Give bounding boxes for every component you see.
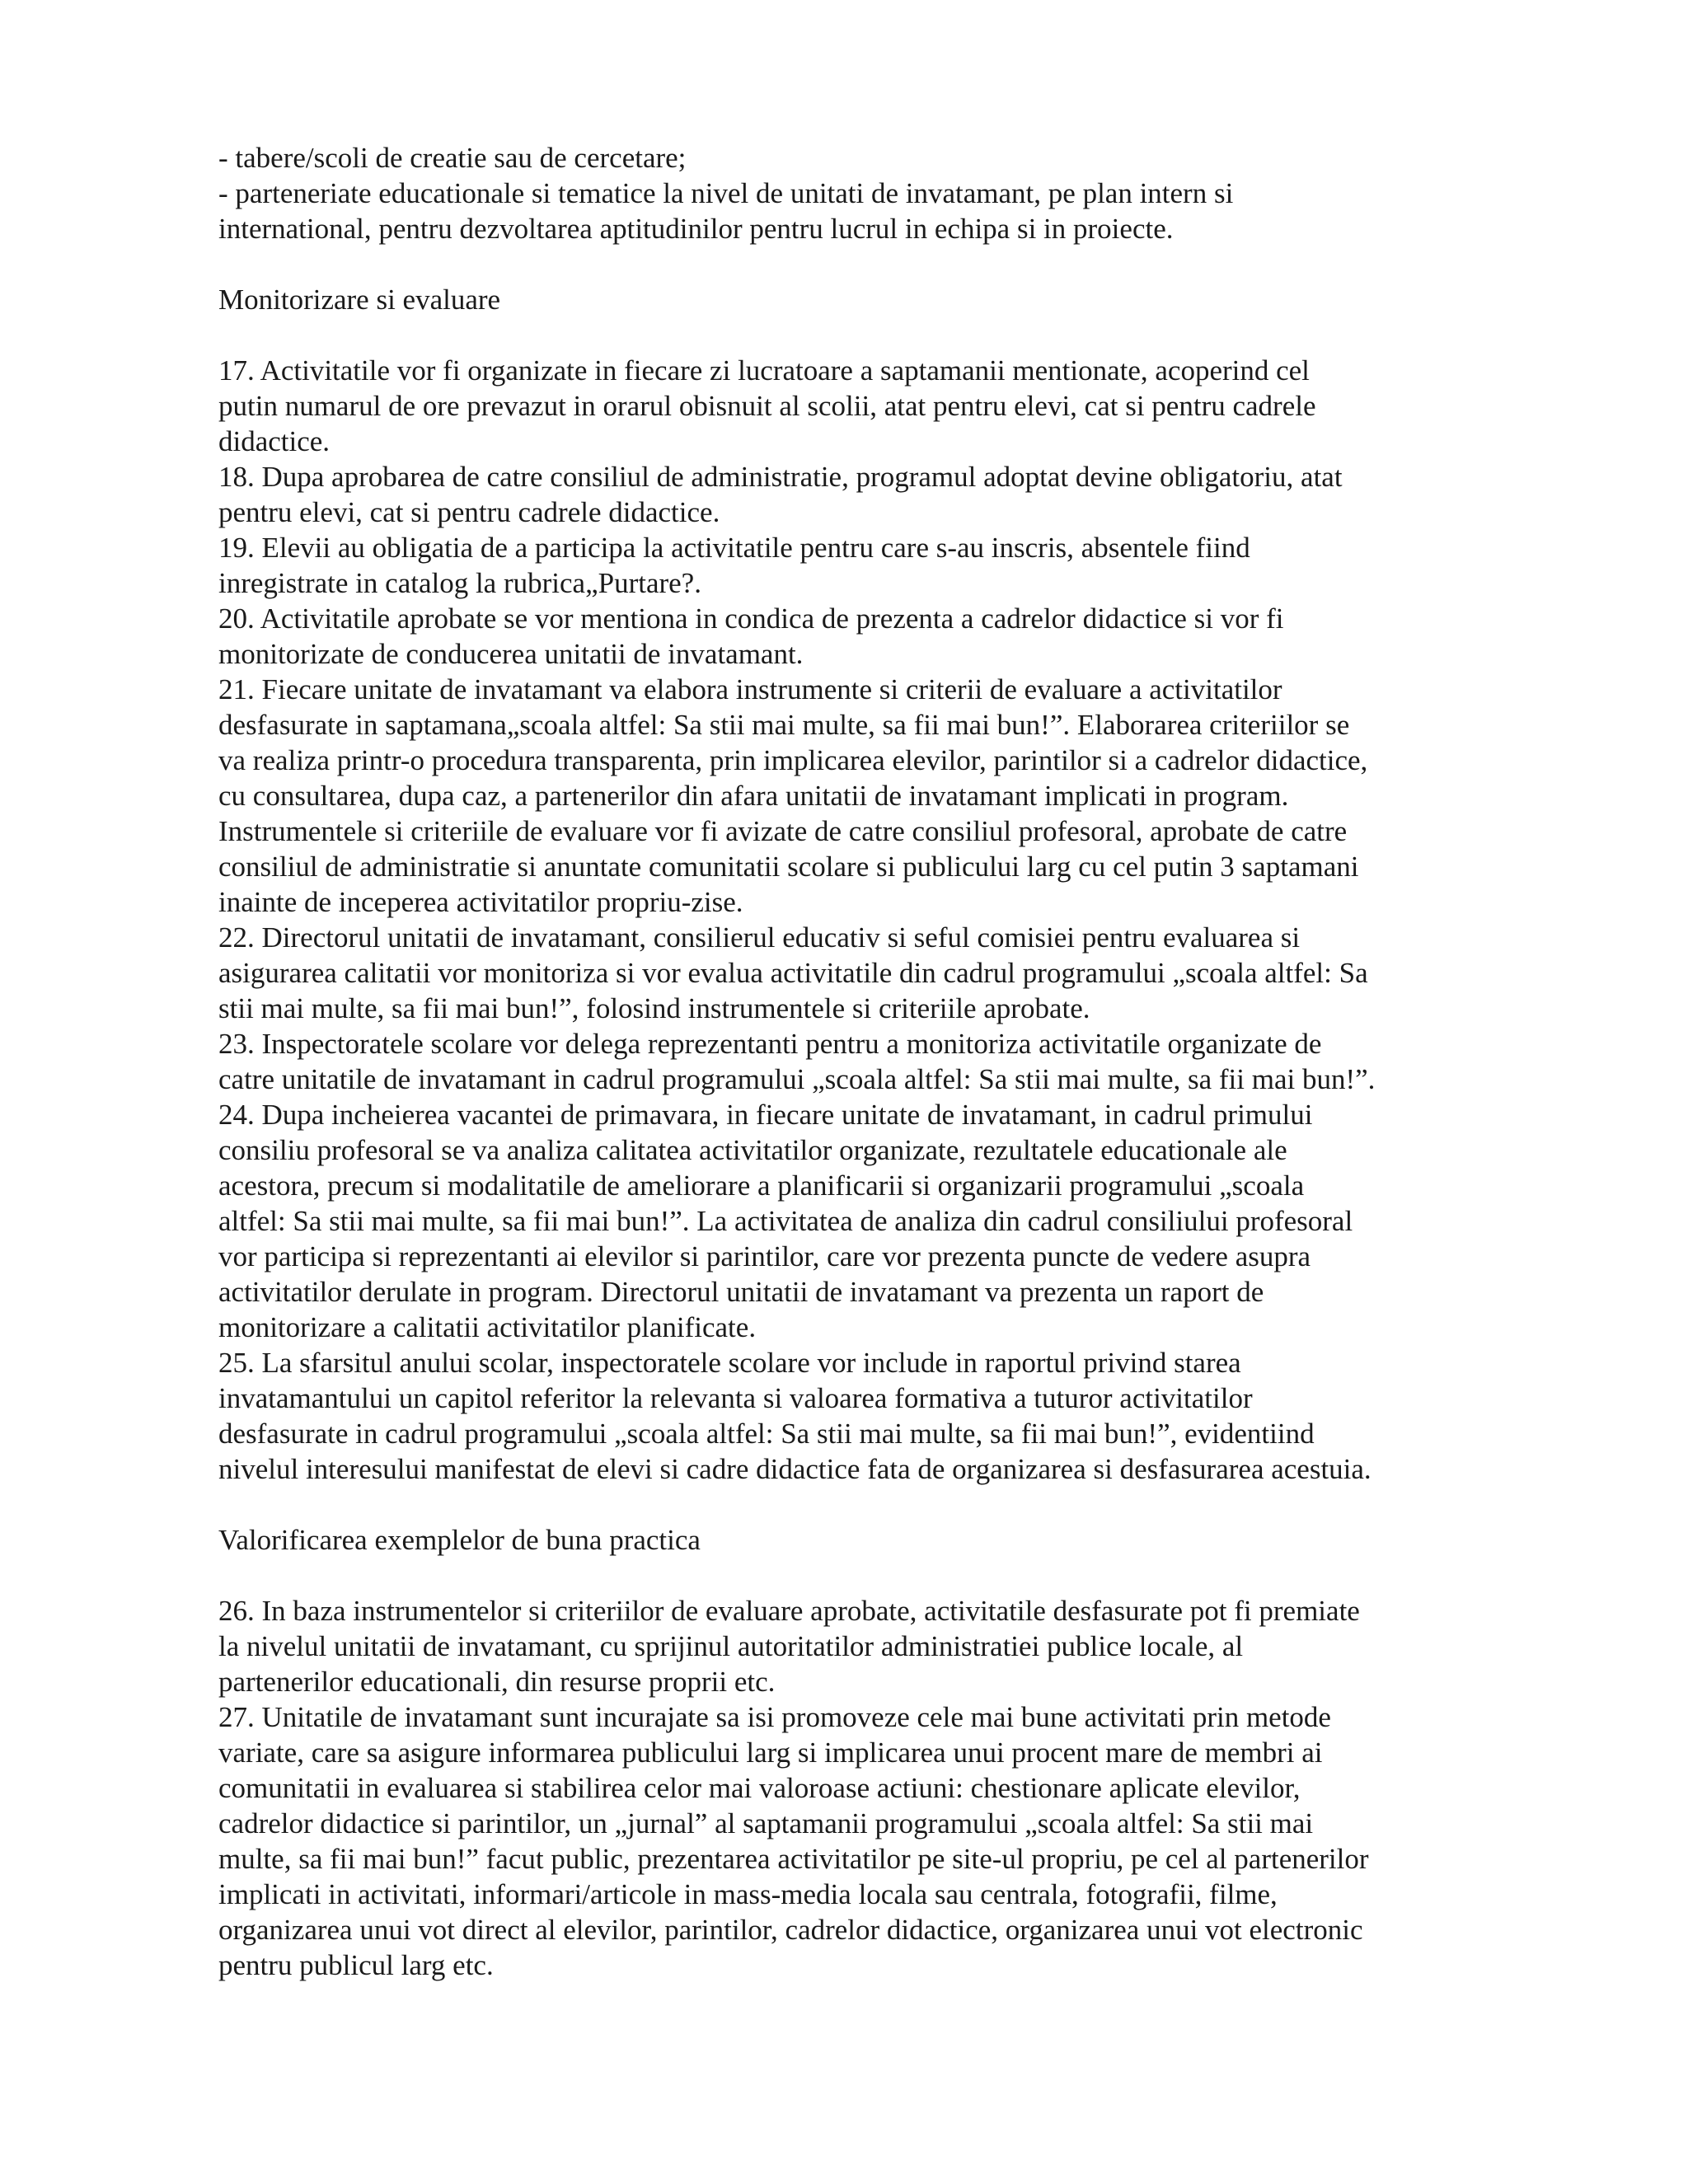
text-line: didactice. [218, 425, 331, 457]
text-line: stii mai multe, sa fii mai bun!”, folosind instrumentele si criteriile aprobate. [218, 992, 1090, 1024]
text-line: va realiza printr-o procedura transparenta, prin implicarea elevilor, parintilor si a cadrelor didactice, [218, 744, 1368, 776]
text-line: multe, sa fii mai bun!” facut public, prezentarea activitatilor pe site-ul propriu, pe cel al partenerilor [218, 1843, 1369, 1875]
text-line: la nivelul unitatii de invatamant, cu sprijinul autoritatilor administratiei publice locale, al [218, 1630, 1244, 1662]
text-line: nivelul interesului manifestat de elevi si cadre didactice fata de organizarea si desfasurarea acestuia. [218, 1453, 1372, 1485]
text-line: pentru publicul larg etc. [218, 1949, 494, 1981]
text-line: 17. Activitatile vor fi organizate in fiecare zi lucratoare a saptamanii mentionate, acoperind cel [218, 354, 1310, 387]
text-line: 20. Activitatile aprobate se vor mentiona in condica de prezenta a cadrelor didactice si vor fi [218, 602, 1284, 635]
text-line: 21. Fiecare unitate de invatamant va elabora instrumente si criterii de evaluare a activitatilor [218, 673, 1282, 705]
text-line: monitorizare a calitatii activitatilor planificate. [218, 1311, 757, 1343]
text-line: cu consultarea, dupa caz, a partenerilor din afara unitatii de invatamant implicati in program. [218, 780, 1289, 812]
text-line: desfasurate in saptamana„scoala altfel: Sa stii mai multe, sa fii mai bun!”. Elaborarea criteriilor se [218, 709, 1350, 741]
text-line: catre unitatile de invatamant in cadrul programului „scoala altfel: Sa stii mai multe, sa fii mai bun!”. [218, 1063, 1376, 1095]
text-line: vor participa si reprezentanti ai elevilor si parintilor, care vor prezenta puncte de vedere asupra [218, 1240, 1311, 1272]
text-line: desfasurate in cadrul programului „scoala altfel: Sa stii mai multe, sa fii mai bun!”, evidentiind [218, 1418, 1315, 1450]
section-heading-monitorizare: Monitorizare si evaluare [218, 284, 501, 316]
text-line: asigurarea calitatii vor monitoriza si vor evalua activitatile din cadrul programului „scoala altfel: Sa [218, 957, 1368, 989]
blank-line [218, 1487, 1471, 1522]
text-line: comunitatii in evaluarea si stabilirea celor mai valoroase actiuni: chestionare aplicate elevilor, [218, 1772, 1301, 1804]
blank-line [218, 246, 1471, 282]
text-line: inainte de inceperea activitatilor propriu-zise. [218, 886, 743, 918]
text-line: Instrumentele si criteriile de evaluare vor fi avizate de catre consiliul profesoral, aprobate de catre [218, 815, 1348, 847]
text-line: 18. Dupa aprobarea de catre consiliul de administratie, programul adoptat devine obligatoriu, atat [218, 461, 1343, 493]
text-line: international, pentru dezvoltarea aptitudinilor pentru lucrul in echipa si in proiecte. [218, 213, 1174, 245]
text-line: pentru elevi, cat si pentru cadrele didactice. [218, 496, 720, 528]
text-line: consiliul de administratie si anuntate comunitatii scolare si publicului larg cu cel putin 3 saptamani [218, 851, 1359, 883]
text-line: 19. Elevii au obligatia de a participa la activitatile pentru care s-au inscris, absentele fiind [218, 532, 1250, 564]
text-line: - parteneriate educationale si tematice la nivel de unitati de invatamant, pe plan intern si [218, 177, 1234, 209]
blank-line [218, 317, 1471, 353]
text-line: 23. Inspectoratele scolare vor delega reprezentanti pentru a monitoriza activitatile organizate de [218, 1028, 1322, 1060]
text-line: partenerilor educationali, din resurse proprii etc. [218, 1666, 776, 1698]
text-line: 24. Dupa incheierea vacantei de primavara, in fiecare unitate de invatamant, in cadrul primului [218, 1099, 1313, 1131]
text-line: altfel: Sa stii mai multe, sa fii mai bun!”. La activitatea de analiza din cadrul consiliului profesoral [218, 1205, 1353, 1237]
text-line: - tabere/scoli de creatie sau de cercetare; [218, 142, 687, 174]
text-line: 22. Directorul unitatii de invatamant, consilierul educativ si seful comisiei pentru evaluarea si [218, 921, 1301, 954]
text-line: organizarea unui vot direct al elevilor, parintilor, cadrelor didactice, organizarea unui vot electronic [218, 1914, 1363, 1946]
text-line: 27. Unitatile de invatamant sunt incurajate sa isi promoveze cele mai bune activitati prin metode [218, 1701, 1331, 1733]
intro-block [218, 140, 1471, 246]
text-line: monitorizate de conducerea unitatii de invatamant. [218, 638, 804, 670]
text-line: activitatilor derulate in program. Directorul unitatii de invatamant va prezenta un raport de [218, 1276, 1264, 1308]
text-line: invatamantului un capitol referitor la relevanta si valoarea formativa a tuturor activitatilor [218, 1382, 1253, 1414]
text-line: cadrelor didactice si parintilor, un „jurnal” al saptamanii programului „scoala altfel: Sa stii mai [218, 1807, 1314, 1840]
document-page [218, 140, 1471, 1983]
text-line: implicati in activitati, informari/articole in mass-media locala sau centrala, fotografii, filme, [218, 1878, 1278, 1910]
text-line: 26. In baza instrumentelor si criteriilor de evaluare aprobate, activitatile desfasurate pot fi premiate [218, 1595, 1360, 1627]
section-valorificare-body [218, 1593, 1471, 1983]
text-line: consiliu profesoral se va analiza calitatea activitatilor organizate, rezultatele educationale ale [218, 1134, 1287, 1166]
text-line: putin numarul de ore prevazut in orarul obisnuit al scolii, atat pentru elevi, cat si pentru cadrele [218, 390, 1316, 422]
text-line: variate, care sa asigure informarea publicului larg si implicarea unui procent mare de membri ai [218, 1736, 1323, 1769]
section-heading-valorificare: Valorificarea exemplelor de buna practica [218, 1524, 701, 1556]
text-line: 25. La sfarsitul anului scolar, inspectoratele scolare vor include in raportul privind starea [218, 1347, 1241, 1379]
blank-line [218, 1558, 1471, 1593]
text-line: acestora, precum si modalitatile de ameliorare a planificarii si organizarii programului „scoala [218, 1169, 1305, 1202]
section-monitorizare-body [218, 353, 1471, 1487]
text-line: inregistrate in catalog la rubrica„Purtare?. [218, 567, 701, 599]
